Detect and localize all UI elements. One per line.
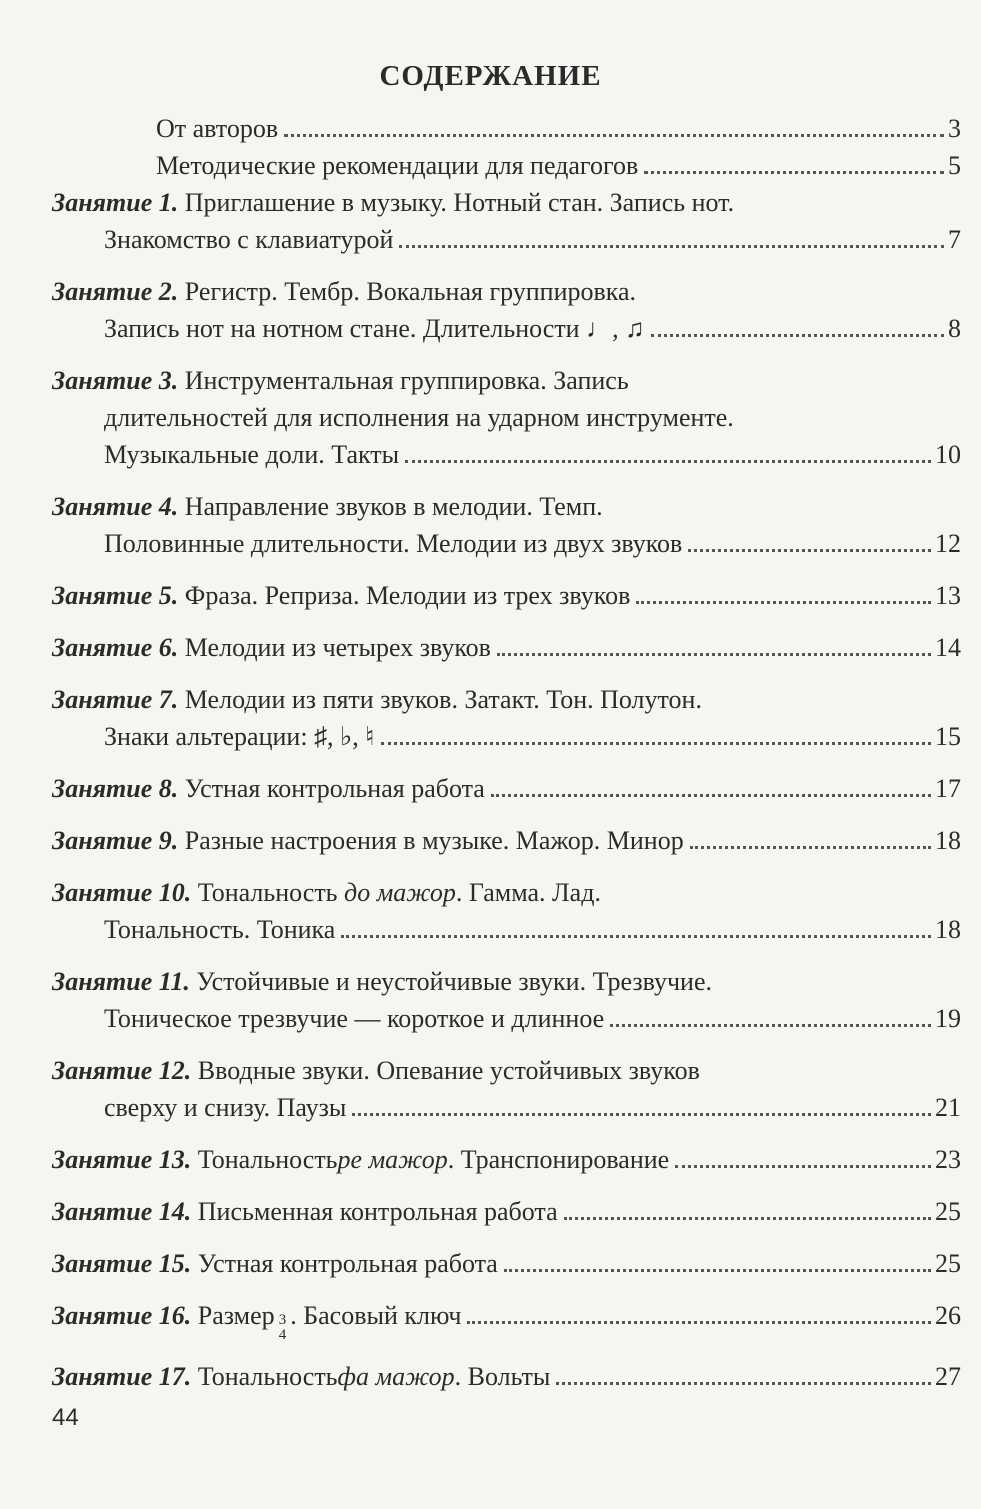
dot-leader xyxy=(644,171,944,174)
toc-entry-lesson-7 xyxy=(52,681,961,755)
lesson-label: Занятие 1. xyxy=(52,188,179,217)
entry-text: Фраза. Реприза. Мелодии из трех звуков xyxy=(184,581,631,610)
time-signature-numerator: 3 xyxy=(278,1312,287,1328)
dot-leader xyxy=(556,1382,931,1385)
page-number: 3 xyxy=(948,114,961,143)
entry-text: Инструментальная группировка. Запись xyxy=(184,366,629,395)
dot-leader xyxy=(675,1165,931,1168)
entry-text-cont: сверху и снизу. Паузы xyxy=(104,1093,347,1122)
entry-text: . Басовый ключ xyxy=(290,1301,462,1330)
entry-text: Размер xyxy=(197,1301,275,1330)
entry-text: Письменная контрольная работа xyxy=(197,1197,558,1226)
entry-text: Вводные звуки. Опевание устойчивых звуков xyxy=(197,1056,700,1085)
entry-text: Тональность xyxy=(197,1145,338,1174)
toc-entry-lesson-2 xyxy=(52,273,961,347)
lesson-label: Занятие 12. xyxy=(52,1056,192,1085)
toc-entry-lesson-6 xyxy=(52,629,961,666)
toc-entry-intro-2 xyxy=(156,147,961,184)
page-number: 12 xyxy=(935,529,961,558)
page-number: 8 xyxy=(948,314,961,343)
dot-leader xyxy=(504,1269,931,1272)
page-number: 5 xyxy=(948,151,961,180)
dot-leader xyxy=(352,1113,931,1116)
toc-entry-intro-1 xyxy=(156,110,961,147)
dot-leader xyxy=(690,846,931,849)
lesson-label: Занятие 2. xyxy=(52,277,179,306)
dot-leader xyxy=(381,742,931,745)
entry-text-cont: Половинные длительности. Мелодии из двух звуков xyxy=(104,529,683,558)
page-number: 10 xyxy=(935,440,961,469)
page-number: 19 xyxy=(935,1004,961,1033)
page-number: 14 xyxy=(935,633,961,662)
lesson-label: Занятие 16. xyxy=(52,1301,192,1330)
page-number: 26 xyxy=(935,1301,961,1330)
entry-text: Устойчивые и неустойчивые звуки. Трезвучие. xyxy=(196,967,713,996)
toc-entry-lesson-1 xyxy=(52,184,961,258)
entry-text-cont: Знаки альтерации: ♯, ♭, ♮ xyxy=(104,722,375,751)
key-name: фа мажор xyxy=(337,1362,455,1391)
toc-entry-lesson-5 xyxy=(52,577,961,614)
dot-leader xyxy=(399,245,944,248)
dot-leader xyxy=(405,460,931,463)
dot-leader xyxy=(610,1024,931,1027)
lesson-label: Занятие 10. xyxy=(52,878,192,907)
time-signature-denominator: 4 xyxy=(278,1327,287,1343)
dot-leader xyxy=(491,794,931,797)
entry-text-cont: длительностей для исполнения на ударном инструменте. xyxy=(104,403,734,432)
toc-entry-lesson-8 xyxy=(52,770,961,807)
toc-entry-lesson-15 xyxy=(52,1245,961,1282)
lesson-label: Занятие 5. xyxy=(52,581,179,610)
entry-text: Методические рекомендации для педагогов xyxy=(156,151,639,180)
entry-text: . Транспонирование xyxy=(447,1145,670,1174)
entry-text: Устная контрольная работа xyxy=(184,774,485,803)
lesson-label: Занятие 17. xyxy=(52,1362,192,1391)
lesson-label: Занятие 4. xyxy=(52,492,179,521)
entry-text: Приглашение в музыку. Нотный стан. Запись нот. xyxy=(184,188,735,217)
page-number: 13 xyxy=(935,581,961,610)
page-number: 17 xyxy=(935,774,961,803)
entry-text: От авторов xyxy=(156,114,279,143)
lesson-label: Занятие 6. xyxy=(52,633,179,662)
table-of-contents xyxy=(52,110,961,1410)
entry-text: . Гамма. Лад. xyxy=(455,878,601,907)
page-number: 25 xyxy=(935,1249,961,1278)
lesson-label: Занятие 3. xyxy=(52,366,179,395)
entry-text: Разные настроения в музыке. Мажор. Минор xyxy=(184,826,684,855)
page-number: 15 xyxy=(935,722,961,751)
lesson-label: Занятие 11. xyxy=(52,967,190,996)
toc-entry-lesson-4 xyxy=(52,488,961,562)
key-name: до мажор xyxy=(344,878,456,907)
toc-entry-lesson-14 xyxy=(52,1193,961,1230)
toc-entry-lesson-3 xyxy=(52,362,961,473)
dot-leader xyxy=(467,1321,931,1324)
dot-leader xyxy=(284,134,944,137)
page-number: 23 xyxy=(935,1145,961,1174)
toc-entry-lesson-13 xyxy=(52,1141,961,1178)
toc-entry-lesson-17 xyxy=(52,1358,961,1395)
lesson-label: Занятие 9. xyxy=(52,826,179,855)
entry-text-cont: Знакомство с клавиатурой xyxy=(104,225,394,254)
folio-page-number: 44 xyxy=(52,1404,79,1431)
page-number: 7 xyxy=(948,225,961,254)
entry-text: Тональность xyxy=(197,1362,338,1391)
entry-text: Устная контрольная работа xyxy=(197,1249,498,1278)
dot-leader xyxy=(636,601,931,604)
page-number: 25 xyxy=(935,1197,961,1226)
page-number: 18 xyxy=(935,915,961,944)
toc-entry-lesson-12 xyxy=(52,1052,961,1126)
entry-text-cont: Тональность. Тоника xyxy=(104,915,336,944)
page-title: СОДЕРЖАНИЕ xyxy=(379,60,602,92)
entry-text: Мелодии из пяти звуков. Затакт. Тон. Полутон. xyxy=(184,685,702,714)
entry-text-cont: Тоническое трезвучие — короткое и длинное xyxy=(104,1004,605,1033)
page-number: 27 xyxy=(935,1362,961,1391)
entry-text: Направление звуков в мелодии. Темп. xyxy=(184,492,603,521)
lesson-label: Занятие 15. xyxy=(52,1249,192,1278)
entry-text: Регистр. Тембр. Вокальная группировка. xyxy=(184,277,637,306)
dot-leader xyxy=(651,334,944,337)
lesson-label: Занятие 14. xyxy=(52,1197,192,1226)
time-signature xyxy=(279,1313,287,1343)
entry-text: Мелодии из четырех звуков xyxy=(184,633,491,662)
lesson-label: Занятие 8. xyxy=(52,774,179,803)
dot-leader xyxy=(564,1217,931,1220)
toc-entry-lesson-16 xyxy=(52,1297,961,1343)
entry-text-cont: Запись нот на нотном стане. Длительности ♩, ♫ xyxy=(104,314,645,343)
entry-text: . Вольты xyxy=(454,1362,551,1391)
lesson-label: Занятие 7. xyxy=(52,685,179,714)
key-name: ре мажор xyxy=(337,1145,448,1174)
page-number: 21 xyxy=(935,1093,961,1122)
dot-leader xyxy=(341,935,931,938)
lesson-label: Занятие 13. xyxy=(52,1145,192,1174)
entry-text: Тональность xyxy=(197,878,345,907)
toc-entry-lesson-10 xyxy=(52,874,961,948)
toc-entry-lesson-9 xyxy=(52,822,961,859)
toc-entry-lesson-11 xyxy=(52,963,961,1037)
page-number: 18 xyxy=(935,826,961,855)
entry-text-cont: Музыкальные доли. Такты xyxy=(104,440,400,469)
dot-leader xyxy=(497,653,931,656)
dot-leader xyxy=(688,549,931,552)
